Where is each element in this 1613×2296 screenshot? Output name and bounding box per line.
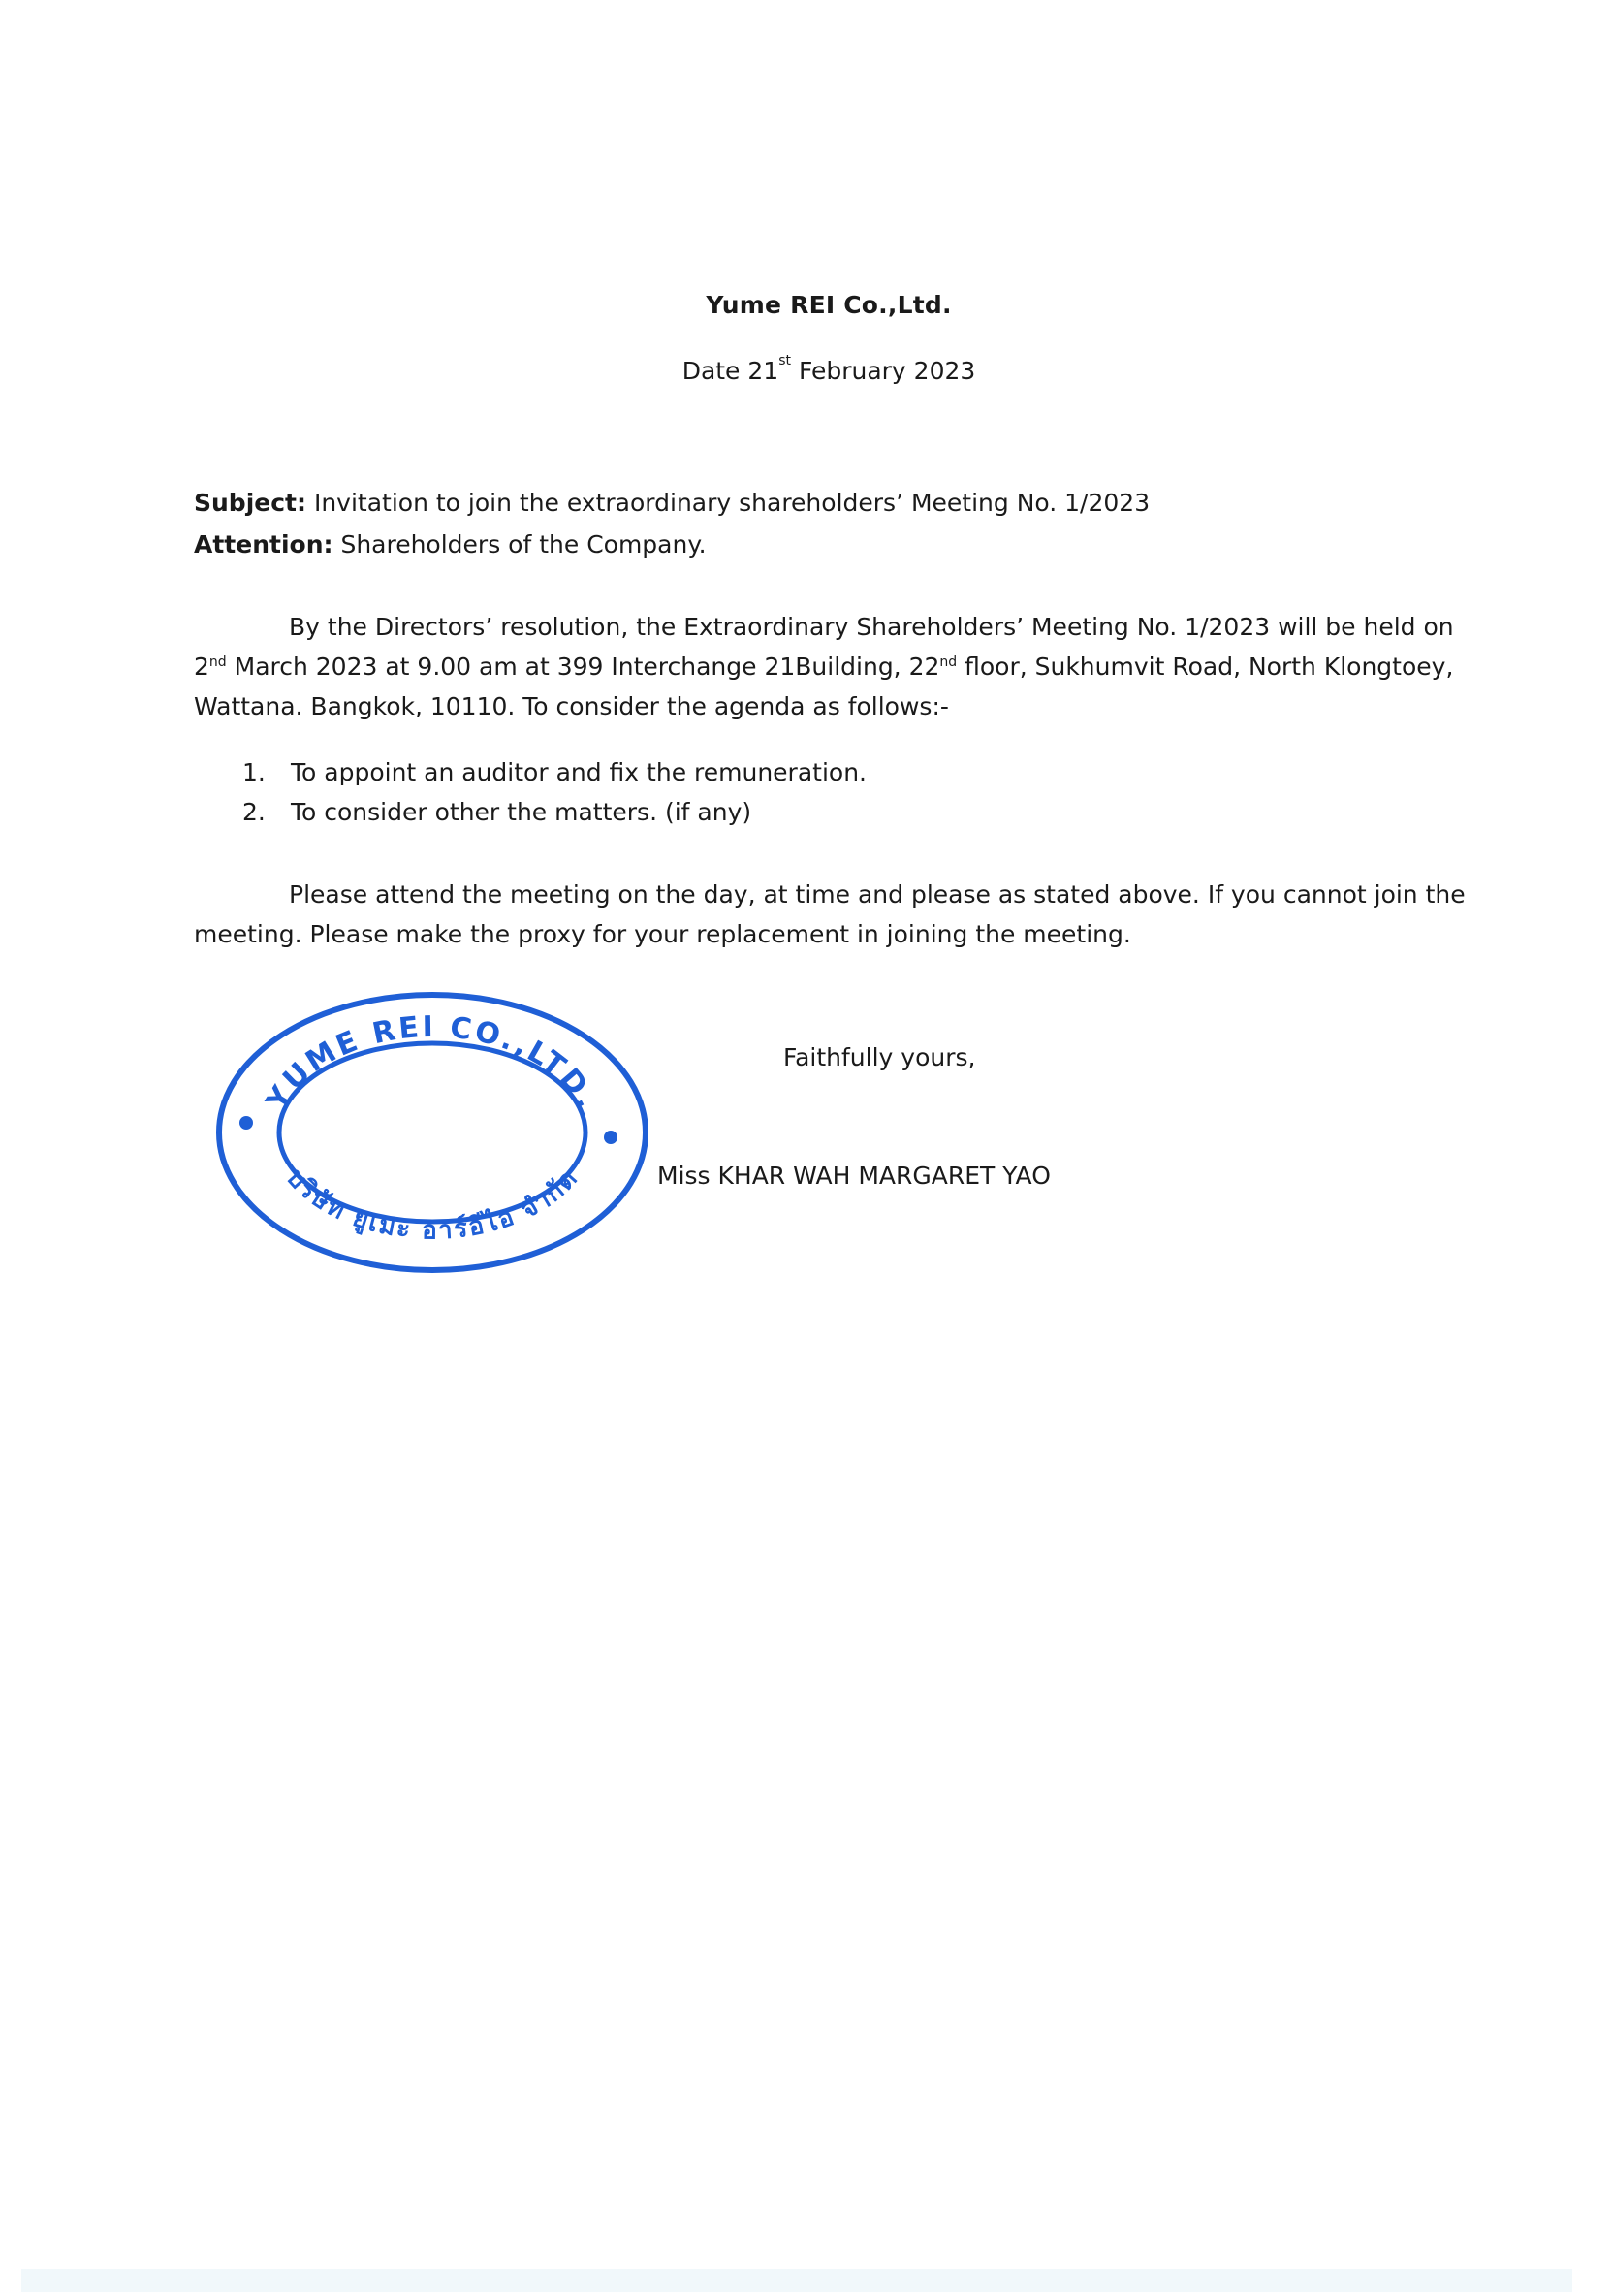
attention-label: Attention: <box>194 530 333 558</box>
company-name: Yume REI Co.,Ltd. <box>706 291 952 319</box>
agenda-number: 1. <box>242 758 266 786</box>
paragraph-line: By the Directors’ resolution, the Extraordinary Shareholders’ Meeting No. 1/2023 will be held on <box>289 613 1454 641</box>
signer-name: Miss KHAR WAH MARGARET YAO <box>657 1162 1051 1190</box>
stamp-dot-left <box>239 1116 253 1130</box>
scan-edge-band <box>21 2269 1572 2292</box>
agenda-text: To consider other the matters. (if any) <box>291 798 752 826</box>
ordinal: nd <box>208 654 227 670</box>
closing-salutation: Faithfully yours, <box>783 1043 976 1071</box>
company-seal-stamp <box>211 979 653 1280</box>
agenda-item <box>242 752 867 792</box>
date-ordinal: st <box>778 353 791 368</box>
agenda-number: 2. <box>242 798 266 826</box>
text-fragment: floor, Sukhumvit Road, North Klongtoey, <box>957 653 1454 681</box>
date-prefix: Date 21 <box>681 357 779 385</box>
agenda-text: To appoint an auditor and fix the remuneration. <box>291 758 867 786</box>
attention-text: Shareholders of the Company. <box>332 530 707 558</box>
paragraph-line: meeting. Please make the proxy for your replacement in joining the meeting. <box>194 920 1131 948</box>
agenda-item <box>242 792 867 832</box>
document-date <box>0 353 1613 385</box>
paragraph-line: Wattana. Bangkok, 10110. To consider the agenda as follows:- <box>194 692 949 720</box>
subject-text: Invitation to join the extraordinary shareholders’ Meeting No. 1/2023 <box>306 489 1151 517</box>
attention-line <box>194 530 707 558</box>
paragraph-line: Please attend the meeting on the day, at time and please as stated above. If you cannot join the <box>289 880 1466 909</box>
date-suffix: February 2023 <box>791 357 976 385</box>
text-fragment: March 2023 at 9.00 am at 399 Interchange 21Building, 22 <box>226 653 940 681</box>
ordinal: nd <box>939 654 958 670</box>
attendance-paragraph <box>194 875 1466 954</box>
paragraph-line <box>194 647 1454 686</box>
stamp-top-text: YUME REI CO.,LTD. <box>260 1009 606 1117</box>
stamp-dot-right <box>604 1131 617 1144</box>
text-fragment: 2 <box>194 653 209 681</box>
agenda-list <box>242 752 867 832</box>
subject-line <box>194 489 1150 517</box>
stamp-bottom-text: บริษัท ยูเมะ อาร์อีไอ จำกัด <box>280 1163 585 1246</box>
subject-label: Subject: <box>194 489 306 517</box>
meeting-paragraph <box>194 607 1454 726</box>
